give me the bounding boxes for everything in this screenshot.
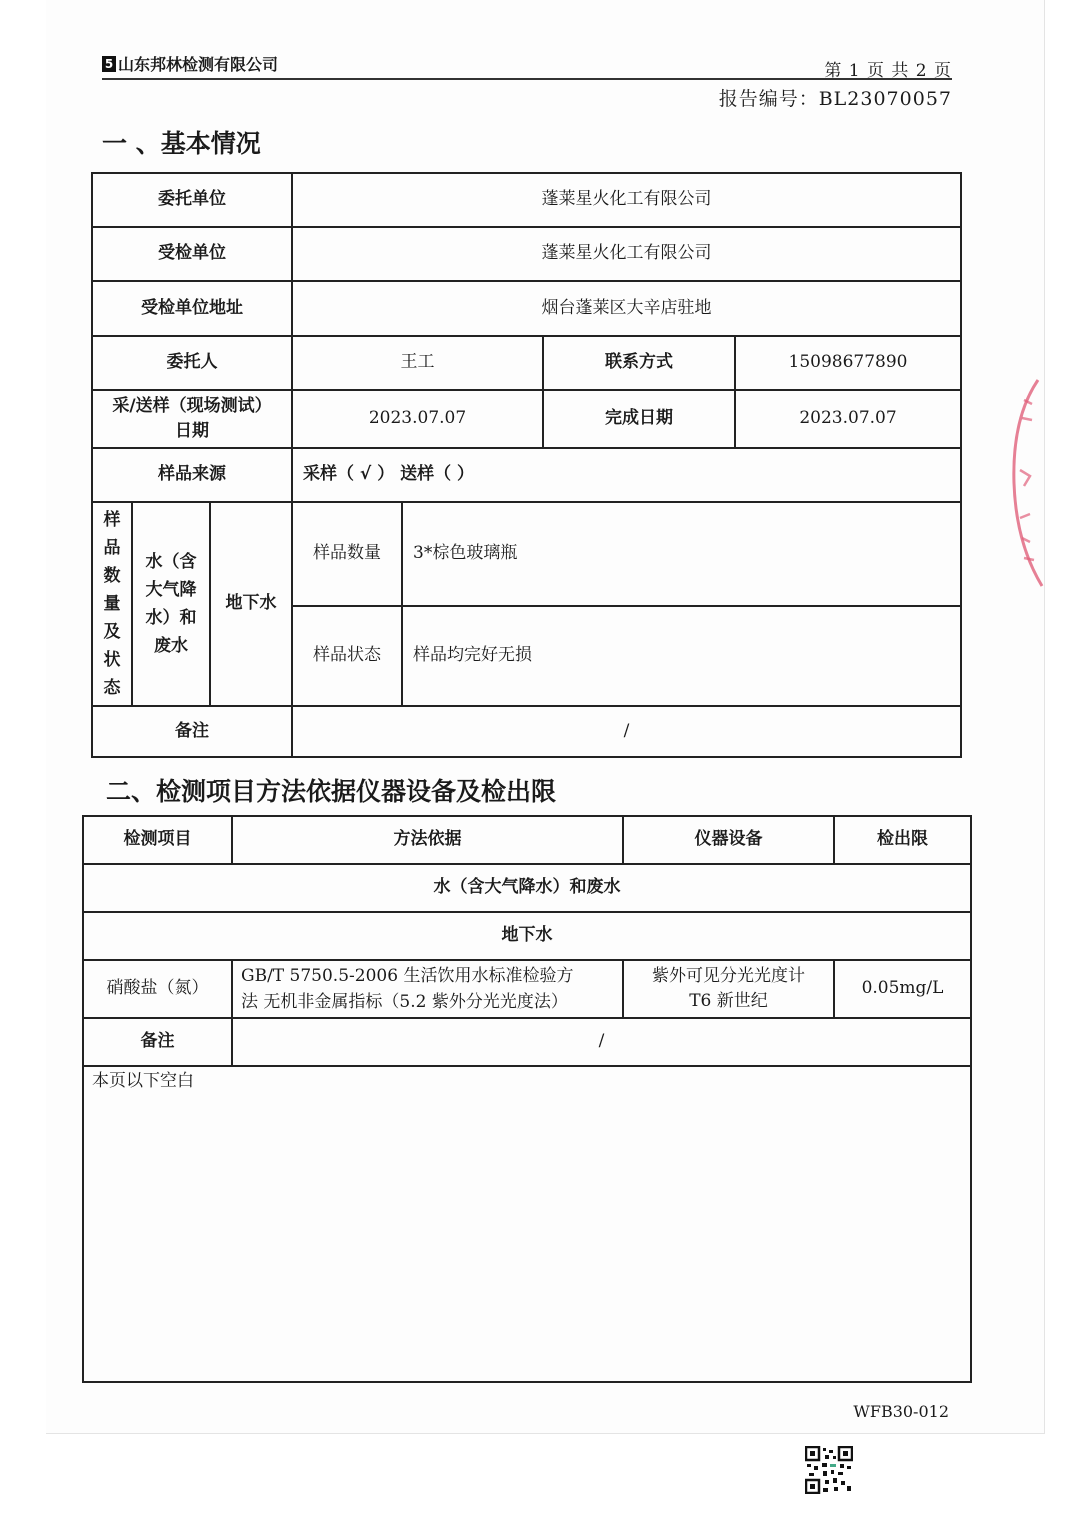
qr-code-icon — [805, 1446, 853, 1494]
company-name-text: 山东邦林检测有限公司 — [118, 55, 279, 74]
address-value: 烟台蓬莱区大辛店驻地 — [292, 281, 961, 336]
remark-label: 备注 — [92, 706, 292, 757]
header-rule — [102, 78, 952, 80]
inspected-label: 受检单位 — [92, 227, 292, 281]
sample-date-label — [92, 390, 292, 448]
section2-title: 二、检测项目方法依据仪器设备及检出限 — [106, 777, 557, 806]
row-limit: 0.05mg/L — [834, 960, 971, 1018]
qty-state-label — [92, 502, 132, 706]
water-category-line: 水）和 — [145, 608, 197, 628]
contact-value: 15098677890 — [735, 336, 961, 390]
company-logo: 5 — [102, 56, 116, 72]
qty-state-char: 态 — [103, 678, 121, 699]
blank-area — [83, 1066, 971, 1382]
row-instrument-line1: 紫外可见分光光度计 — [652, 965, 805, 986]
finish-date-label: 完成日期 — [543, 390, 735, 448]
qty-value: 3*棕色玻璃瓶 — [402, 502, 961, 606]
sample-date-label-line2: 日期 — [175, 421, 209, 441]
seal-stamp-icon — [1008, 378, 1044, 588]
method-remark-value: / — [232, 1018, 971, 1066]
sample-date-value: 2023.07.07 — [292, 390, 543, 448]
qty-state-char: 样 — [103, 509, 121, 530]
address-label: 受检单位地址 — [92, 281, 292, 336]
row-instrument-line2: T6 新世纪 — [689, 991, 768, 1011]
state-value: 样品均完好无损 — [402, 606, 961, 706]
contact-person-label: 委托人 — [92, 336, 292, 390]
water-category-line: 水（含 — [145, 551, 197, 572]
client-value: 蓬莱星火化工有限公司 — [292, 173, 961, 227]
row-method-line2: 法 无机非金属指标（5.2 紫外分光光度法） — [241, 992, 568, 1012]
qty-state-char: 品 — [103, 537, 121, 558]
water-category — [132, 502, 210, 706]
col-item-header: 检测项目 — [83, 816, 232, 864]
client-label: 委托单位 — [92, 173, 292, 227]
qty-state-char: 及 — [103, 622, 121, 643]
contact-label: 联系方式 — [543, 336, 735, 390]
col-limit-header: 检出限 — [834, 816, 971, 864]
col-method-header: 方法依据 — [232, 816, 623, 864]
row-item: 硝酸盐（氮） — [83, 960, 232, 1018]
finish-date-value: 2023.07.07 — [735, 390, 961, 448]
col-instrument-header: 仪器设备 — [623, 816, 834, 864]
row-instrument — [623, 960, 834, 1018]
method-table — [82, 815, 972, 1383]
method-remark-label: 备注 — [83, 1018, 232, 1066]
qty-state-char: 数 — [103, 565, 121, 586]
water-type: 地下水 — [210, 502, 292, 706]
blank-note-text: 本页以下空白 — [92, 1071, 194, 1091]
source-label: 样品来源 — [92, 448, 292, 502]
source-value: 采样（ √ ） 送样（ ） — [292, 448, 961, 502]
basic-info-table — [91, 172, 962, 758]
qty-label: 样品数量 — [292, 502, 402, 606]
group-water-wastewater: 水（含大气降水）和废水 — [83, 864, 971, 912]
row-method — [232, 960, 623, 1018]
contact-person-value: 王工 — [292, 336, 543, 390]
form-code: WFB30-012 — [853, 1402, 949, 1421]
water-category-line: 大气降 — [145, 579, 197, 600]
page-number: 第 1 页 共 2 页 — [824, 61, 952, 81]
qty-state-char: 量 — [103, 593, 121, 614]
water-category-line: 废水 — [154, 636, 188, 657]
section1-title: 一 、基本情况 — [102, 129, 261, 158]
qty-state-char: 状 — [103, 650, 121, 671]
group-groundwater: 地下水 — [83, 912, 971, 960]
company-name — [102, 52, 278, 75]
inspected-value: 蓬莱星火化工有限公司 — [292, 227, 961, 281]
report-number: 报告编号：BL23070057 — [718, 88, 952, 110]
remark-value: / — [292, 706, 961, 757]
sample-date-label-line1: 采/送样（现场测试） — [112, 395, 272, 416]
row-method-line1: GB/T 5750.5-2006 生活饮用水标准检验方 — [241, 965, 574, 986]
state-label: 样品状态 — [292, 606, 402, 706]
